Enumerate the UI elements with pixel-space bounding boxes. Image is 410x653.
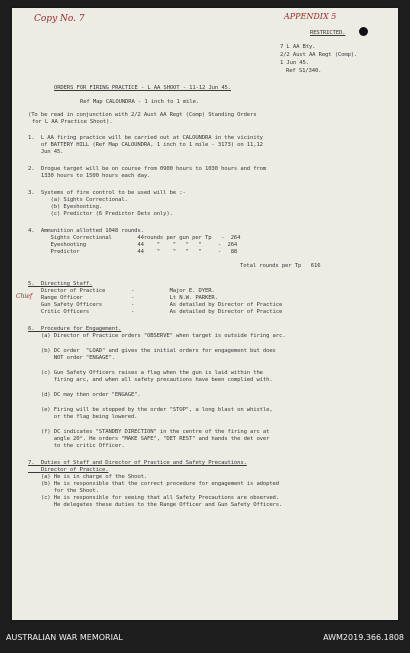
para4-line: Sights Correctional 44rounds per gun per Tp - 264	[28, 235, 241, 241]
para3-line: (a) Sights Correctional.	[28, 197, 128, 203]
reference-map: Ref Map CALOUNDRA - 1 inch to 1 mile.	[80, 99, 200, 105]
para5-line: Range Officer - Lt N.W. PARKER.	[28, 295, 218, 301]
para6-line: NOT order "ENGAGE".	[28, 355, 115, 361]
para5-line: Critic Officers - As detailed by Director of Practice	[28, 309, 283, 315]
handwritten-copy-number: Copy No. 7	[34, 14, 85, 24]
intro-line: for L AA Practice Shoot).	[32, 119, 113, 125]
para2-line: 1330 hours to 1500 hours each day.	[28, 173, 151, 179]
para4-line: Predictor 44 " " " " - 88	[28, 249, 238, 255]
header-unit: 7 L AA Bty.	[280, 44, 316, 50]
archive-name: AUSTRALIAN WAR MEMORIAL	[6, 633, 123, 642]
para2-line: 2. Drogue target will be on course from 0900 hours to 1030 hours and from	[28, 166, 267, 172]
header-date: 1 Jun 45.	[280, 60, 309, 66]
para3-line: (c) Predictor (6 Predictor Dets only).	[28, 211, 173, 217]
para4-line: Eyeshooting 44 " " " " - 264	[28, 242, 238, 248]
para1-line: 1. L AA firing practice will be carried out at CALOUNDRA in the vicinity	[28, 135, 263, 141]
para6-line: (b) DC order "LOAD" and gives the initial orders for engagement but does	[28, 348, 276, 354]
para7-heading: 7. Duties of Staff and Director of Practice and Safety Precautions.	[28, 460, 247, 466]
para6-line: (f) DC indicates "STANDBY DIRECTION" in the centre of the firing arc at	[28, 429, 270, 435]
para5-heading: 5. Directing Staff.	[28, 281, 93, 287]
archive-footer	[0, 624, 410, 653]
para1-line: of BATTERY HILL (Ref Map CALOUNDRA, 1 inch to 1 mile - 3173) on 11,12	[28, 142, 263, 148]
para7-subheading: Director of Practice.	[28, 467, 109, 473]
para3-line: (b) Eyeshooting.	[28, 204, 103, 210]
para3-line: 3. Systems of fire control to be used will be :-	[28, 190, 186, 196]
para4-total: Total rounds per Tp 616	[240, 263, 321, 269]
punch-hole	[359, 27, 368, 36]
para1-line: Jun 45.	[28, 149, 64, 155]
para5-line: Director of Practice - Major E. DYER.	[28, 288, 215, 294]
archive-reference: AWM2019.366.1808	[323, 633, 404, 642]
para5-line: Gun Safety Officers - As detailed by Director of Practice	[28, 302, 283, 308]
handwritten-margin-note: Chief	[16, 293, 33, 300]
para6-line: (a) Director of Practice orders "OBSERVE" when target is outside firing arc.	[28, 333, 286, 339]
para6-line: (d) DC may then order "ENGAGE".	[28, 392, 141, 398]
para6-line: to the critic Officer.	[28, 443, 125, 449]
para6-heading: 6. Procedure for Engagement.	[28, 326, 122, 332]
handwritten-appendix: APPENDIX 5	[284, 12, 337, 21]
document-page	[12, 8, 398, 620]
para7-line: (b) He is responsible that the correct procedure for engagement is adopted	[28, 481, 279, 487]
intro-line: (To be read in conjunction with 2/2 Aust AA Regt (Comp) Standing Orders	[28, 112, 257, 118]
para4-line: 4. Ammunition allotted 1048 rounds.	[28, 228, 144, 234]
para7-line: He delegates these duties to the Range Officer and Gun Safety Officers.	[28, 502, 283, 508]
para7-line: (c) He is responsible for seeing that all Safety Precautions are observed.	[28, 495, 279, 501]
header-regiment: 2/2 Aust AA Regt (Comp).	[280, 52, 358, 58]
restricted-marking: RESTRICTED.	[310, 30, 346, 36]
para6-line: firing arc, and when all safety precautions have been complied with.	[28, 377, 273, 383]
para6-line: (e) Firing will be stopped by the order "STOP", a long blast on whistle,	[28, 407, 273, 413]
document-title: ORDERS FOR FIRING PRACTICE - L AA SHOOT - 11-12 Jun 45.	[54, 85, 231, 91]
para7-line: (a) He is in charge of the Shoot.	[28, 474, 148, 480]
para7-line: for the Shoot.	[28, 488, 99, 494]
header-reference: Ref S1/340.	[286, 68, 322, 74]
para6-line: or the flag being lowered.	[28, 414, 138, 420]
para6-line: angle 20°. He orders "MAKE SAFE", "DET REST" and hands the det over	[28, 436, 270, 442]
para6-line: (c) Gun Safety Officers raises a flag when the gun is laid within the	[28, 370, 263, 376]
